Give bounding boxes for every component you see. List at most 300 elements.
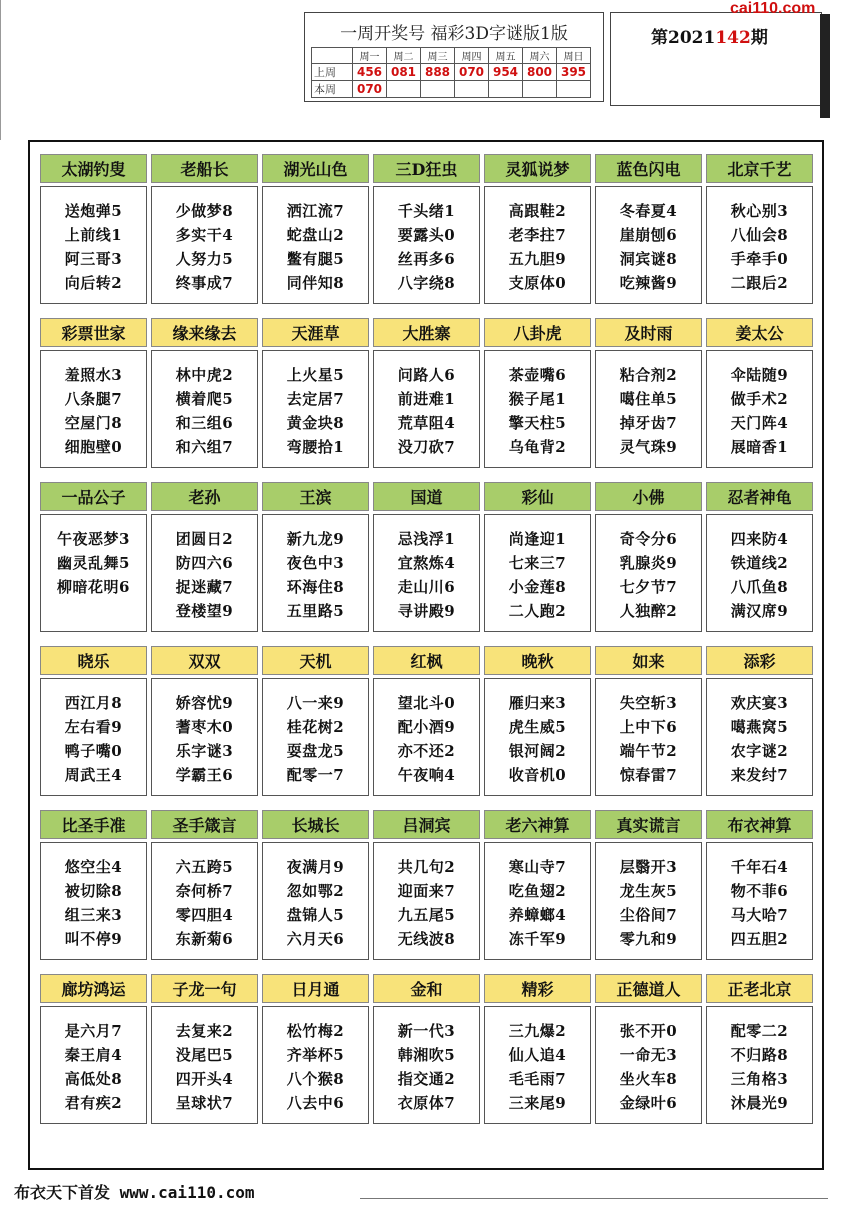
riddle-content xyxy=(706,678,813,796)
riddle-line: 银河阔2 xyxy=(508,742,567,760)
riddle-card xyxy=(595,318,702,468)
riddle-line: 奇令分6 xyxy=(619,530,678,548)
riddle-line: 吃辣酱9 xyxy=(619,274,678,292)
riddle-line: 秋心别3 xyxy=(730,202,789,220)
riddle-line: 夜色中3 xyxy=(286,554,345,572)
riddle-line: 失空斩3 xyxy=(619,694,678,712)
draw-number: 954 xyxy=(489,64,523,81)
riddle-line: 上前线1 xyxy=(64,226,123,244)
riddle-line: 迎面来7 xyxy=(397,882,456,900)
riddle-line: 配零二2 xyxy=(730,1022,789,1040)
riddle-line: 新九龙9 xyxy=(286,530,345,548)
riddle-card xyxy=(151,646,258,796)
riddle-line: 天门阵4 xyxy=(730,414,789,432)
riddle-line: 没尾巴5 xyxy=(175,1046,234,1064)
draw-number: 081 xyxy=(387,64,421,81)
riddle-content xyxy=(706,350,813,468)
riddle-card xyxy=(706,810,813,960)
riddle-line: 齐举杯5 xyxy=(286,1046,345,1064)
riddle-content xyxy=(373,1006,480,1124)
riddle-line: 尚逢迎1 xyxy=(508,530,567,548)
riddle-line: 和三组6 xyxy=(175,414,234,432)
riddle-line: 一命无3 xyxy=(619,1046,678,1064)
riddle-content xyxy=(262,678,369,796)
riddle-row xyxy=(40,974,814,1124)
panel-shadow xyxy=(820,14,830,118)
riddle-content xyxy=(40,350,147,468)
riddle-line: 千头绪1 xyxy=(397,202,456,220)
riddle-content xyxy=(151,350,258,468)
riddle-line: 学霸王6 xyxy=(175,766,234,784)
riddle-row xyxy=(40,154,814,304)
riddle-line: 阿三哥3 xyxy=(64,250,123,268)
day-label: 周三 xyxy=(421,48,455,64)
last-week-label: 上周 xyxy=(312,64,353,81)
riddle-line: 丝再多6 xyxy=(397,250,456,268)
issue-number xyxy=(651,23,768,48)
riddle-content xyxy=(706,186,813,304)
riddle-line: 七来三7 xyxy=(508,554,567,572)
riddle-card xyxy=(262,154,369,304)
riddle-content xyxy=(262,1006,369,1124)
riddle-content xyxy=(373,514,480,632)
riddle-content xyxy=(262,186,369,304)
riddle-line: 忽如鄂2 xyxy=(286,882,345,900)
riddle-line: 零四胆4 xyxy=(175,906,234,924)
riddle-card xyxy=(151,318,258,468)
riddle-line: 二人跑2 xyxy=(508,602,567,620)
author-title: 吕洞宾 xyxy=(373,810,480,839)
author-title: 彩票世家 xyxy=(40,318,147,347)
riddle-line: 柳暗花明6 xyxy=(57,578,130,596)
author-title: 天涯草 xyxy=(262,318,369,347)
author-title: 晚秋 xyxy=(484,646,591,675)
riddle-line: 八个猴8 xyxy=(286,1070,345,1088)
riddle-line: 周武王4 xyxy=(64,766,123,784)
riddle-line: 配小酒9 xyxy=(397,718,456,736)
riddle-card xyxy=(706,482,813,632)
author-title: 缘来缘去 xyxy=(151,318,258,347)
riddle-line: 松竹梅2 xyxy=(286,1022,345,1040)
riddle-card xyxy=(484,646,591,796)
riddle-line: 千年石4 xyxy=(730,858,789,876)
riddle-line: 终事成7 xyxy=(175,274,234,292)
riddle-line: 吃鱼翅2 xyxy=(508,882,567,900)
riddle-line: 细胞壁0 xyxy=(64,438,123,456)
riddle-line: 少做梦8 xyxy=(175,202,234,220)
riddle-line: 团圆日2 xyxy=(175,530,234,548)
author-title: 老孙 xyxy=(151,482,258,511)
author-title: 天机 xyxy=(262,646,369,675)
riddle-line: 娇容忧9 xyxy=(175,694,234,712)
riddle-line: 毛毛雨7 xyxy=(508,1070,567,1088)
day-label: 周六 xyxy=(523,48,557,64)
riddle-line: 粘合剂2 xyxy=(619,366,678,384)
riddle-line: 寒山寺7 xyxy=(508,858,567,876)
left-edge-line xyxy=(0,0,1,140)
riddle-card xyxy=(151,810,258,960)
draw-number xyxy=(557,81,591,98)
riddle-content xyxy=(40,186,147,304)
riddle-line: 八去中6 xyxy=(286,1094,345,1112)
riddle-line: 三角格3 xyxy=(730,1070,789,1088)
riddle-line: 幽灵乱舞5 xyxy=(57,554,130,572)
riddle-line: 要露头0 xyxy=(397,226,456,244)
riddle-line: 冻千军9 xyxy=(508,930,567,948)
riddle-line: 鸭子嘴0 xyxy=(64,742,123,760)
riddle-content xyxy=(40,842,147,960)
days-row xyxy=(312,48,591,64)
riddle-card xyxy=(40,810,147,960)
riddle-line: 组三来3 xyxy=(64,906,123,924)
riddle-line: 噶燕窝5 xyxy=(730,718,789,736)
author-title: 晓乐 xyxy=(40,646,147,675)
weekly-draw-title: 一周开奖号 福彩3D字谜版1版 xyxy=(340,24,568,44)
riddle-card xyxy=(595,482,702,632)
riddle-card xyxy=(706,318,813,468)
author-title: 灵狐说梦 xyxy=(484,154,591,183)
riddle-card xyxy=(484,154,591,304)
riddle-card xyxy=(262,810,369,960)
riddle-line: 六五跨5 xyxy=(175,858,234,876)
riddle-card xyxy=(484,318,591,468)
riddle-content xyxy=(595,842,702,960)
author-title: 老六神算 xyxy=(484,810,591,839)
riddle-content xyxy=(595,1006,702,1124)
author-title: 如来 xyxy=(595,646,702,675)
riddle-line: 捉迷藏7 xyxy=(175,578,234,596)
riddle-line: 欢庆宴3 xyxy=(730,694,789,712)
riddle-line: 秦王肩4 xyxy=(64,1046,123,1064)
riddle-content xyxy=(262,842,369,960)
riddle-line: 去定居7 xyxy=(286,390,345,408)
riddle-line: 黄金块8 xyxy=(286,414,345,432)
riddle-line: 盘锦人5 xyxy=(286,906,345,924)
riddle-line: 人努力5 xyxy=(175,250,234,268)
riddle-line: 去复来2 xyxy=(175,1022,234,1040)
author-title: 子龙一句 xyxy=(151,974,258,1003)
riddle-content xyxy=(151,1006,258,1124)
riddle-line: 做手术2 xyxy=(730,390,789,408)
author-title: 添彩 xyxy=(706,646,813,675)
author-title: 比圣手准 xyxy=(40,810,147,839)
riddle-line: 展暗香1 xyxy=(730,438,789,456)
riddle-content xyxy=(484,350,591,468)
riddle-row xyxy=(40,318,814,468)
riddle-line: 坐火车8 xyxy=(619,1070,678,1088)
riddle-content xyxy=(151,514,258,632)
riddle-line: 韩湘吹5 xyxy=(397,1046,456,1064)
riddle-line: 午夜响4 xyxy=(397,766,456,784)
author-title: 精彩 xyxy=(484,974,591,1003)
issue-serial: 142 xyxy=(715,28,751,48)
riddle-line: 龙生灰5 xyxy=(619,882,678,900)
footer-divider xyxy=(360,1198,828,1199)
riddle-line: 洞宾谜8 xyxy=(619,250,678,268)
draw-number xyxy=(489,81,523,98)
author-title: 湖光山色 xyxy=(262,154,369,183)
riddle-content xyxy=(484,1006,591,1124)
riddle-line: 不归路8 xyxy=(730,1046,789,1064)
draw-number: 070 xyxy=(455,64,489,81)
riddle-content xyxy=(706,514,813,632)
riddle-line: 人独醉2 xyxy=(619,602,678,620)
riddle-line: 奈何桥7 xyxy=(175,882,234,900)
riddle-row xyxy=(40,810,814,960)
riddle-line: 八仙会8 xyxy=(730,226,789,244)
riddle-line: 横着爬5 xyxy=(175,390,234,408)
riddle-card xyxy=(262,318,369,468)
weekly-draw-panel xyxy=(304,12,604,102)
author-title: 布衣神算 xyxy=(706,810,813,839)
riddle-line: 悠空尘4 xyxy=(64,858,123,876)
author-title: 忍者神龟 xyxy=(706,482,813,511)
riddle-line: 沐晨光9 xyxy=(730,1094,789,1112)
riddle-line: 乐字谜3 xyxy=(175,742,234,760)
author-title: 三D狂虫 xyxy=(373,154,480,183)
riddle-line: 午夜恶梦3 xyxy=(57,530,130,548)
riddle-content xyxy=(484,186,591,304)
author-title: 彩仙 xyxy=(484,482,591,511)
draw-number xyxy=(421,81,455,98)
riddle-line: 金绿叶6 xyxy=(619,1094,678,1112)
riddle-line: 洒江流7 xyxy=(286,202,345,220)
author-title: 一品公子 xyxy=(40,482,147,511)
riddle-line: 养蟑螂4 xyxy=(508,906,567,924)
riddle-line: 指交通2 xyxy=(397,1070,456,1088)
riddle-line: 惊春雷7 xyxy=(619,766,678,784)
riddle-line: 农字谜2 xyxy=(730,742,789,760)
author-title: 小佛 xyxy=(595,482,702,511)
riddle-line: 西江月8 xyxy=(64,694,123,712)
riddle-content xyxy=(595,186,702,304)
issue-prefix: 第2021 xyxy=(651,28,716,48)
author-title: 及时雨 xyxy=(595,318,702,347)
riddle-card xyxy=(595,974,702,1124)
riddle-line: 乌龟背2 xyxy=(508,438,567,456)
riddle-line: 五里路5 xyxy=(286,602,345,620)
riddle-line: 九五尾5 xyxy=(397,906,456,924)
riddle-card xyxy=(262,646,369,796)
riddle-content xyxy=(484,514,591,632)
author-title: 金和 xyxy=(373,974,480,1003)
riddle-line: 是六月7 xyxy=(64,1022,123,1040)
riddle-content xyxy=(40,1006,147,1124)
riddle-card xyxy=(373,154,480,304)
riddle-card xyxy=(706,154,813,304)
riddle-line: 虎生威5 xyxy=(508,718,567,736)
riddle-line: 登楼望9 xyxy=(175,602,234,620)
riddle-line: 鳖有腿5 xyxy=(286,250,345,268)
this-week-row xyxy=(312,81,591,98)
riddle-content xyxy=(40,514,147,632)
riddle-line: 上中下6 xyxy=(619,718,678,736)
riddle-content xyxy=(262,514,369,632)
riddle-line: 高低处8 xyxy=(64,1070,123,1088)
riddle-line: 满汉席9 xyxy=(730,602,789,620)
riddle-line: 被切除8 xyxy=(64,882,123,900)
riddle-card xyxy=(151,974,258,1124)
riddle-line: 尘俗间7 xyxy=(619,906,678,924)
riddle-card xyxy=(40,154,147,304)
riddle-card xyxy=(373,810,480,960)
riddle-line: 三九爆2 xyxy=(508,1022,567,1040)
author-title: 红枫 xyxy=(373,646,480,675)
riddle-line: 五九胆9 xyxy=(508,250,567,268)
riddle-line: 寻讲殿9 xyxy=(397,602,456,620)
draw-number: 888 xyxy=(421,64,455,81)
draw-number: 395 xyxy=(557,64,591,81)
riddle-line: 零九和9 xyxy=(619,930,678,948)
weekly-draw-table xyxy=(311,47,591,98)
riddle-content xyxy=(151,678,258,796)
riddle-card xyxy=(484,482,591,632)
riddle-line: 亦不还2 xyxy=(397,742,456,760)
author-title: 长城长 xyxy=(262,810,369,839)
riddle-line: 新一代3 xyxy=(397,1022,456,1040)
riddle-line: 层翳开3 xyxy=(619,858,678,876)
riddle-line: 四五胆2 xyxy=(730,930,789,948)
riddle-card xyxy=(40,482,147,632)
riddle-line: 掉牙齿7 xyxy=(619,414,678,432)
riddle-content xyxy=(484,842,591,960)
author-title: 正老北京 xyxy=(706,974,813,1003)
riddle-card xyxy=(151,482,258,632)
riddle-line: 呈球状7 xyxy=(175,1094,234,1112)
riddle-line: 冬春夏4 xyxy=(619,202,678,220)
riddle-line: 空屋门8 xyxy=(64,414,123,432)
draw-number xyxy=(455,81,489,98)
riddle-line: 前进难1 xyxy=(397,390,456,408)
riddle-line: 老李拄7 xyxy=(508,226,567,244)
riddle-card xyxy=(706,646,813,796)
riddle-card xyxy=(595,646,702,796)
riddle-card xyxy=(595,154,702,304)
riddle-line: 防四六6 xyxy=(175,554,234,572)
riddle-line: 铁道线2 xyxy=(730,554,789,572)
draw-number: 456 xyxy=(353,64,387,81)
footer-credit: 布衣天下首发 www.cai110.com xyxy=(14,1183,255,1202)
riddle-line: 耍盘龙5 xyxy=(286,742,345,760)
riddle-line: 八条腿7 xyxy=(64,390,123,408)
riddle-line: 手牵手0 xyxy=(730,250,789,268)
draw-number: 070 xyxy=(353,81,387,98)
riddle-card xyxy=(373,482,480,632)
riddle-content xyxy=(151,186,258,304)
riddle-line: 八一来9 xyxy=(286,694,345,712)
riddle-card xyxy=(484,974,591,1124)
day-label: 周日 xyxy=(557,48,591,64)
riddle-content xyxy=(373,186,480,304)
author-title: 大胜寨 xyxy=(373,318,480,347)
riddle-content xyxy=(40,678,147,796)
riddle-line: 收音机0 xyxy=(508,766,567,784)
riddle-content xyxy=(373,678,480,796)
riddle-card xyxy=(262,482,369,632)
draw-number xyxy=(387,81,421,98)
issue-suffix: 期 xyxy=(750,28,768,48)
riddle-line: 同伴知8 xyxy=(286,274,345,292)
riddle-line: 三来尾9 xyxy=(508,1094,567,1112)
riddle-card xyxy=(373,974,480,1124)
site-watermark-top: cai110.com xyxy=(730,0,816,17)
riddle-line: 弯腰拾1 xyxy=(286,438,345,456)
riddle-line: 忌浅浮1 xyxy=(397,530,456,548)
draw-number xyxy=(523,81,557,98)
author-title: 姜太公 xyxy=(706,318,813,347)
author-title: 北京千艺 xyxy=(706,154,813,183)
riddle-card xyxy=(484,810,591,960)
last-week-row xyxy=(312,64,591,81)
riddle-line: 上火星5 xyxy=(286,366,345,384)
riddle-content xyxy=(373,842,480,960)
riddle-line: 蛇盘山2 xyxy=(286,226,345,244)
riddle-grid xyxy=(40,154,814,1138)
riddle-line: 桂花树2 xyxy=(286,718,345,736)
riddle-line: 叫不停9 xyxy=(64,930,123,948)
riddle-line: 八爪鱼8 xyxy=(730,578,789,596)
riddle-content xyxy=(373,350,480,468)
riddle-line: 无线波8 xyxy=(397,930,456,948)
riddle-line: 羞照水3 xyxy=(64,366,123,384)
riddle-line: 左右看9 xyxy=(64,718,123,736)
riddle-line: 七夕节7 xyxy=(619,578,678,596)
riddle-line: 高跟鞋2 xyxy=(508,202,567,220)
riddle-line: 伞陆随9 xyxy=(730,366,789,384)
riddle-content xyxy=(151,842,258,960)
day-label: 周五 xyxy=(489,48,523,64)
riddle-line: 小金莲8 xyxy=(508,578,567,596)
riddle-line: 夜满月9 xyxy=(286,858,345,876)
riddle-line: 问路人6 xyxy=(397,366,456,384)
riddle-line: 环海住8 xyxy=(286,578,345,596)
riddle-card xyxy=(151,154,258,304)
riddle-line: 共几句2 xyxy=(397,858,456,876)
riddle-line: 支原体0 xyxy=(508,274,567,292)
riddle-line: 四开头4 xyxy=(175,1070,234,1088)
riddle-line: 乳腺炎9 xyxy=(619,554,678,572)
author-title: 日月通 xyxy=(262,974,369,1003)
riddle-line: 端午节2 xyxy=(619,742,678,760)
riddle-line: 崖崩刨6 xyxy=(619,226,678,244)
riddle-content xyxy=(706,842,813,960)
riddle-content xyxy=(706,1006,813,1124)
riddle-line: 六月天6 xyxy=(286,930,345,948)
riddle-card xyxy=(706,974,813,1124)
author-title: 正德道人 xyxy=(595,974,702,1003)
riddle-line: 东新菊6 xyxy=(175,930,234,948)
riddle-line: 灵气珠9 xyxy=(619,438,678,456)
riddle-frame xyxy=(28,140,824,1170)
riddle-row xyxy=(40,482,814,632)
author-title: 廊坊鸿运 xyxy=(40,974,147,1003)
this-week-label: 本周 xyxy=(312,81,353,98)
author-title: 双双 xyxy=(151,646,258,675)
riddle-content xyxy=(595,678,702,796)
riddle-line: 送炮弹5 xyxy=(64,202,123,220)
author-title: 太湖钓叟 xyxy=(40,154,147,183)
riddle-content xyxy=(484,678,591,796)
riddle-card xyxy=(40,646,147,796)
riddle-line: 马大哈7 xyxy=(730,906,789,924)
corner-cell xyxy=(312,48,353,64)
riddle-card xyxy=(373,318,480,468)
riddle-card xyxy=(40,318,147,468)
riddle-card xyxy=(262,974,369,1124)
riddle-row xyxy=(40,646,814,796)
author-title: 蓝色闪电 xyxy=(595,154,702,183)
riddle-line: 蓍枣木0 xyxy=(175,718,234,736)
